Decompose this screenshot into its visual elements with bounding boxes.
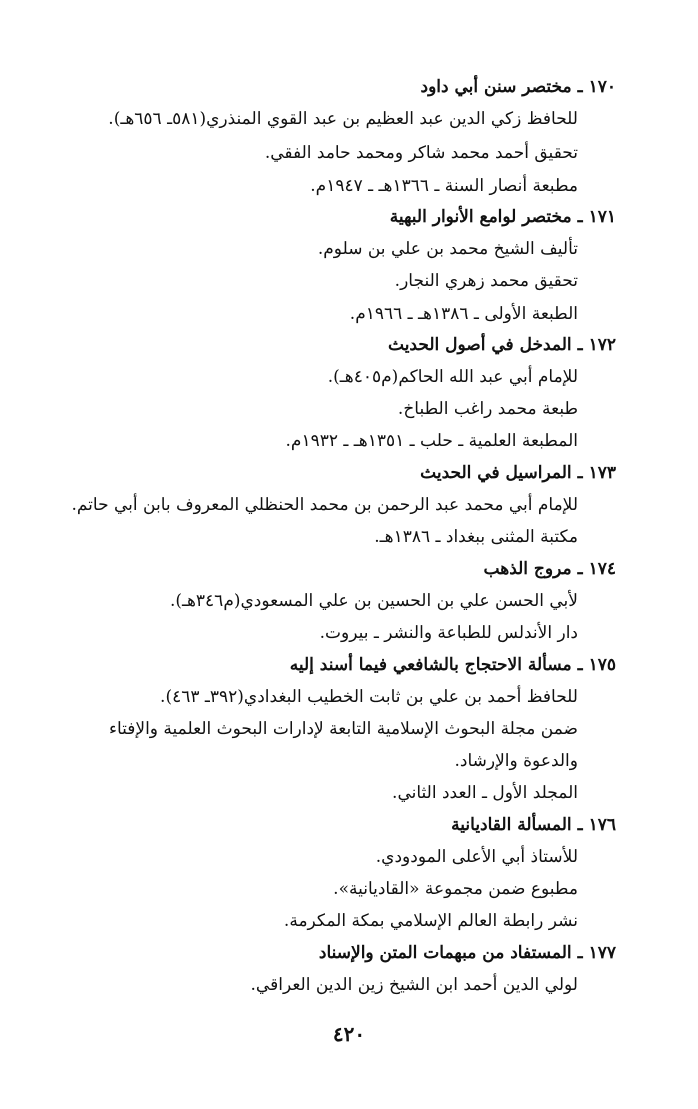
entry-title: المسألة القاديانية	[451, 815, 572, 835]
entry-line: تحقيق محمد زهري النجار.	[394, 271, 578, 291]
entry-number: ١٧٠	[588, 77, 616, 97]
entry-dash: ـ	[577, 207, 583, 227]
entry-title: مسألة الاحتجاج بالشافعي فيما أسند إليه	[289, 655, 572, 675]
entry-heading-171	[24, 204, 616, 230]
page-number: ٤٢٠	[332, 1022, 366, 1046]
entry-number: ١٧١	[588, 207, 616, 227]
entry-line: للحافظ أحمد بن علي بن ثابت الخطيب البغدادي(٣٩٢ـ ٤٦٣).	[160, 687, 578, 707]
entry-number: ١٧٤	[588, 559, 616, 579]
entry-line: طبعة محمد راغب الطباخ.	[397, 399, 578, 419]
entry-dash: ـ	[577, 335, 583, 355]
entry-line: لأبي الحسن علي بن الحسين بن علي المسعودي(م٣٤٦هـ).	[169, 591, 578, 611]
entry-line: تأليف الشيخ محمد بن علي بن سلوم.	[317, 239, 578, 259]
entry-title: مختصر سنن أبي داود	[420, 77, 572, 97]
entry-heading-174	[24, 556, 616, 582]
entry-dash: ـ	[577, 77, 583, 97]
entry-line: والدعوة والإرشاد.	[454, 751, 578, 771]
entry-title: المدخل في أصول الحديث	[388, 335, 572, 355]
entry-line: لولي الدين أحمد ابن الشيخ زين الدين العراقي.	[250, 975, 578, 995]
entry-dash: ـ	[577, 943, 583, 963]
entry-line: للحافظ زكي الدين عبد العظيم بن عبد القوي المنذري(٥٨١ـ ٦٥٦هـ).	[108, 109, 578, 129]
entry-number: ١٧٥	[588, 655, 616, 675]
entry-number: ١٧٧	[588, 943, 616, 963]
entry-line: مطبعة أنصار السنة ـ ١٣٦٦هـ ـ ١٩٤٧م.	[310, 176, 578, 196]
entry-heading-173	[24, 460, 616, 486]
entry-heading-177	[24, 940, 616, 966]
entry-title: مروج الذهب	[483, 559, 572, 579]
entry-line: المجلد الأول ـ العدد الثاني.	[392, 783, 578, 803]
entry-heading-176	[24, 812, 616, 838]
entry-line: مكتبة المثنى ببغداد ـ ١٣٨٦هـ.	[374, 527, 578, 547]
entry-dash: ـ	[577, 559, 583, 579]
entry-line: دار الأندلس للطباعة والنشر ـ بيروت.	[319, 623, 578, 643]
entry-line: مطبوع ضمن مجموعة «القاديانية».	[333, 879, 578, 899]
entry-dash: ـ	[577, 463, 583, 483]
entry-title: المستفاد من مبهمات المتن والإسناد	[318, 943, 572, 963]
entry-number: ١٧٢	[588, 335, 616, 355]
entry-line: الطبعة الأولى ـ ١٣٨٦هـ ـ ١٩٦٦م.	[349, 304, 578, 324]
entry-title: مختصر لوامع الأنوار البهية	[389, 207, 572, 227]
entry-line: تحقيق أحمد محمد شاكر ومحمد حامد الفقي.	[264, 143, 578, 163]
entry-number: ١٧٦	[588, 815, 616, 835]
entry-line: المطبعة العلمية ـ حلب ـ ١٣٥١هـ ـ ١٩٣٢م.	[285, 431, 578, 451]
entry-heading-175	[24, 652, 616, 678]
entry-number: ١٧٣	[588, 463, 616, 483]
entry-heading-170	[24, 74, 616, 100]
entry-dash: ـ	[577, 655, 583, 675]
entry-line: للأستاذ أبي الأعلى المودودي.	[375, 847, 578, 867]
entry-line: للإمام أبي عبد الله الحاكم(م٤٠٥هـ).	[327, 367, 578, 387]
entry-heading-172	[24, 332, 616, 358]
entry-title: المراسيل في الحديث	[420, 463, 572, 483]
entry-dash: ـ	[577, 815, 583, 835]
entry-line: للإمام أبي محمد عبد الرحمن بن محمد الحنظلي المعروف بابن أبي حاتم.	[71, 495, 578, 515]
entry-line: ضمن مجلة البحوث الإسلامية التابعة لإدارات البحوث العلمية والإفتاء	[108, 719, 578, 739]
entry-line: نشر رابطة العالم الإسلامي بمكة المكرمة.	[283, 911, 578, 931]
